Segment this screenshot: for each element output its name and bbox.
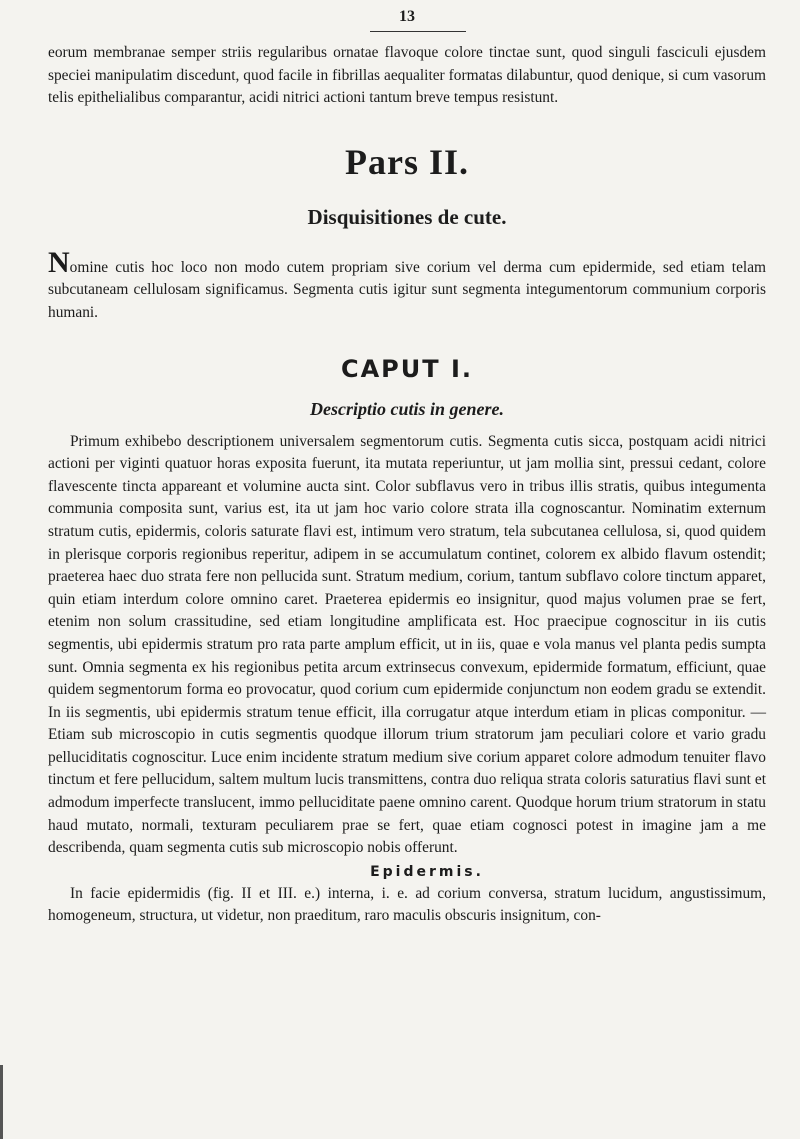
part-title: Pars II. <box>345 141 469 182</box>
chapter-title: CAPUT I. <box>340 354 474 383</box>
last-paragraph: In facie epidermidis (fig. II et III. e.) interna, i. e. ad corium conversa, stratum lucidum, angustissimum, homogeneum, structura, ut videtur, non praeditum, raro maculis obscuris insignitum, con- <box>48 884 766 925</box>
part-subtitle: Disquisitiones de cute. <box>307 204 507 229</box>
chapter-subtitle: Descriptio cutis in genere. <box>310 398 504 419</box>
nomine-paragraph <box>48 245 766 325</box>
section-heading: Epidermis. <box>370 863 484 880</box>
margin-rule <box>0 1065 3 1139</box>
nomine-paragraph-text: omine cutis hoc loco non modo cutem propriam sive corium vel derma cum epidermide, sed etiam telam subcutaneam cellulosam significamus. Segmenta cutis igitur sunt segmenta integumentorum communium corporis humani. <box>48 258 766 321</box>
page <box>48 6 766 928</box>
main-paragraph: Primum exhibebo descriptionem universalem segmentorum cutis. Segmenta cutis sicca, postquam acidi nitrici actioni per viginti quatuor horas exposita fuerunt, ita mutata reperiuntur, ut jam mollia sint, pressui cedant, colore flavescente tincta appareant et volumine aucta sint. Color subflavus vero in tribus illis stratis, quibus integumenta communia composita sunt, varius est, ita ut jam hoc vario colore strata illa cognoscantur. Nominatim externum stratum cutis, epidermis, coloris saturate flavi est, intimum vero stratum, tela subcutanea cellulosa, si, quod quidem in plerisque corporis regionibus reperitur, adipem in se accumulatum continet, colorem ex albido flavum ostendit; praeterea haec duo strata fere non pellucida sunt. Stratum medium, corium, tantum subflavo colore tinctum apparet, quin etiam interdum colore omnino caret. Praeterea epidermis eo insignitur, quod majus volumen prae se fert, etenim non solum crassitudine, sed etiam longitudine amplificata est. Hoc praecipue cognoscitur in iis cutis segmentis, ubi epidermis stratum pro rata parte amplum efficit, ut in iis, quae e vola manus vel planta pedis sumpta sunt. Omnia segmenta ex his regionibus petita arcum extrinsecus convexum, epidermide formatum, efficiunt, quae quidem segmentorum forma eo provocatur, quod corium cum epidermide conjunctum non eodem gradu se extendit. In iis segmentis, ubi epidermis stratum tenue efficit, illa corrugatur atque interdum etiam in plicas componitur. — Etiam sub microscopio in cutis segmentis quodque illorum trium stratorum jam peculiari colore et vario gradu pelluciditatis cognoscitur. Luce enim incidente stratum medium sive corium apparet colore admodum tenuiter flavo tinctum et fere pellucidum, saltem multum lucis transmittens, contra duo reliqua strata coloris saturatius flavi sunt et admodum imperfecte translucent, immo pelluciditate paene omnino carent. Quodque horum trium stratorum in statu haud mutato, normali, texturam peculiarem prae se fert, quae etiam cognosci potest in imagine jam a me describenda, quam segmenta cutis sub microscopio nobis offerunt. <box>48 432 766 857</box>
intro-paragraph: eorum membranae semper striis regularibus ornatae flavoque colore tinctae sunt, quod singuli fasciculi ejusdem speciei manipulatim discedunt, quod facile in fibrillas aequaliter formatas dilabuntur, quod denique, si cum vasorum telis epithelialibus comparantur, acidi nitrici actioni tantum breve tempus resistunt. <box>48 44 766 107</box>
header-rule <box>370 31 466 32</box>
page-number: 13 <box>399 8 415 25</box>
drop-initial: N <box>48 245 70 279</box>
